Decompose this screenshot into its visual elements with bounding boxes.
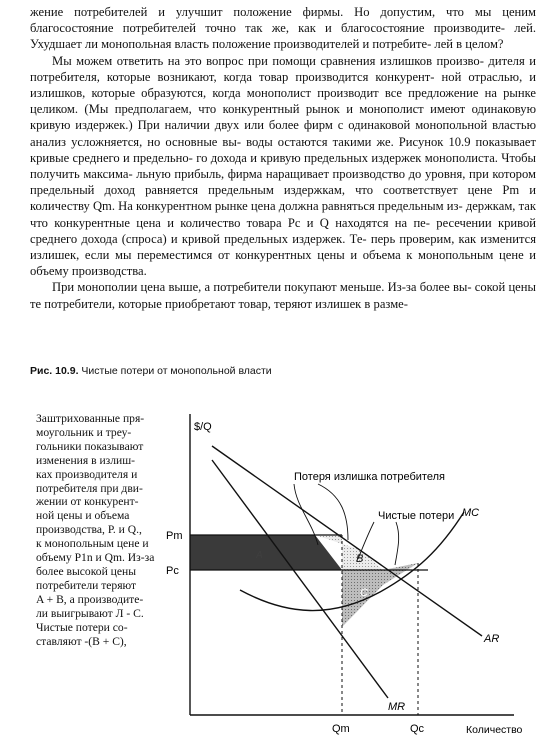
text-line: жение потребителей и улучшит положение фирмы. Но допустим, что мы ценим bbox=[30, 5, 536, 19]
note-line: более высокой цены bbox=[36, 564, 137, 578]
deadweight-leader-2 bbox=[395, 522, 399, 565]
text-line: предложение на рынке целиком. (Мы предполагаем, что конкурентный рынок и bbox=[30, 86, 536, 117]
note-line: потребители теряют bbox=[36, 578, 137, 592]
y-axis-label: $/Q bbox=[194, 421, 212, 433]
area-b-label: B bbox=[356, 553, 364, 565]
note-line: жении от конкурент- bbox=[36, 495, 139, 509]
note-line: потребителя при дви- bbox=[36, 481, 143, 495]
text-line: лей в целом? bbox=[434, 37, 504, 52]
text-line: монополист имеют одинаковую кривую издержек.) При наличии двух или более bbox=[30, 102, 536, 133]
area-c-label: C bbox=[360, 587, 368, 599]
text-line: фирм с одинаковой монопольной властью анализ усложняется, но основные вы- bbox=[30, 118, 536, 149]
note-line: гольники показывают bbox=[36, 439, 144, 453]
text-line: При монополии цена выше, а потребители покупают меньше. Из-за более вы- bbox=[52, 280, 472, 295]
text-line: предельный доход равняется предельным издержкам, что соответствует цене Pm и bbox=[30, 183, 536, 198]
note-line: ли выигрывают Л - С. bbox=[36, 606, 144, 620]
caption-label: Рис. 10.9. bbox=[30, 365, 79, 377]
monopoly-deadweight-diagram bbox=[26, 380, 546, 744]
deadweight-annotation: Чистые потери bbox=[378, 510, 455, 522]
pm-label: Pm bbox=[166, 530, 183, 542]
x-axis-label: Количество bbox=[466, 724, 523, 736]
area-c bbox=[342, 563, 418, 627]
note-line: объему P1n и Qm. Из-за bbox=[36, 551, 155, 565]
figure-caption bbox=[30, 365, 536, 377]
text-line: го дохода и кривую предельных издержек монополиста. Чтобы получить максима- bbox=[30, 150, 536, 182]
paragraph-1 bbox=[30, 4, 536, 53]
note-line: A + B, а производите- bbox=[36, 592, 144, 606]
pc-label: Pc bbox=[166, 565, 179, 577]
text-line: ной отраслью, и излишков, которые образуются, когда монополист производит все bbox=[30, 69, 536, 101]
note-line: производства, Р. и Q., bbox=[36, 523, 142, 537]
text-line: Мы можем ответить на это вопрос при помощи сравнения излишков произво- bbox=[52, 53, 484, 68]
text-line: перь проверим, как изменится излишек, если мы переместимся от конкурентных bbox=[30, 231, 536, 263]
mr-label: MR bbox=[388, 701, 406, 713]
paragraph-2 bbox=[30, 53, 536, 280]
note-line: ставляют -(B + С), bbox=[36, 634, 127, 648]
consumer-loss-annotation: Потеря излишка потребителя bbox=[294, 471, 445, 483]
area-a bbox=[190, 535, 342, 570]
text-line: льную прибыль, фирма наращивает производство до уровня, при котором bbox=[136, 167, 536, 182]
note-line: ной цены и объема bbox=[36, 509, 130, 523]
body-text bbox=[30, 4, 536, 312]
text-line: лей. Ухудшает ли монопольная власть положение производителей и потребите- bbox=[30, 21, 536, 52]
note-line: Заштрихованные пря- bbox=[36, 412, 145, 425]
mc-label: MC bbox=[462, 507, 480, 519]
qc-label: Qc bbox=[410, 723, 425, 735]
note-line: к монопольным цене и bbox=[36, 537, 149, 551]
area-a-label: A bbox=[256, 550, 263, 561]
caption-text: Чистые потери от монопольной власти bbox=[81, 365, 272, 377]
text-line: цены и объема к монопольным цене и объему производства. bbox=[30, 248, 537, 279]
note-line: изменения в излиш- bbox=[36, 453, 136, 467]
note-line: ках производителя и bbox=[36, 467, 138, 481]
ar-label: AR bbox=[484, 633, 500, 645]
text-line: благосостояние потребителей точно так же, как и благосостояние производите- bbox=[30, 21, 505, 36]
paragraph-3 bbox=[30, 279, 536, 311]
qm-label: Qm bbox=[332, 723, 350, 735]
text-line: воды остаются такими же. Рисунок 10.9 показывает кривые среднего и предельно- bbox=[30, 134, 537, 165]
note-line: Чистые потери со- bbox=[36, 620, 128, 634]
note-line: моугольник и треу- bbox=[36, 425, 132, 439]
text-line: держкам, так что конкурентные цена и количество товара Pc и Q находятся на пе- bbox=[30, 199, 536, 230]
text-line: сокой цены те потребители, которые приобретают товар, теряют излишек в разме- bbox=[30, 280, 536, 311]
text-line: ресечении кривой среднего дохода (спроса) и кривой предельных издержек. Те- bbox=[30, 215, 536, 246]
text-line: количеству Qm. На конкурентном рынке цена должна равняться предельным из- bbox=[30, 199, 463, 214]
text-line: дителя и потребителя, которые возникают, когда товар производится конкурент- bbox=[30, 53, 536, 84]
